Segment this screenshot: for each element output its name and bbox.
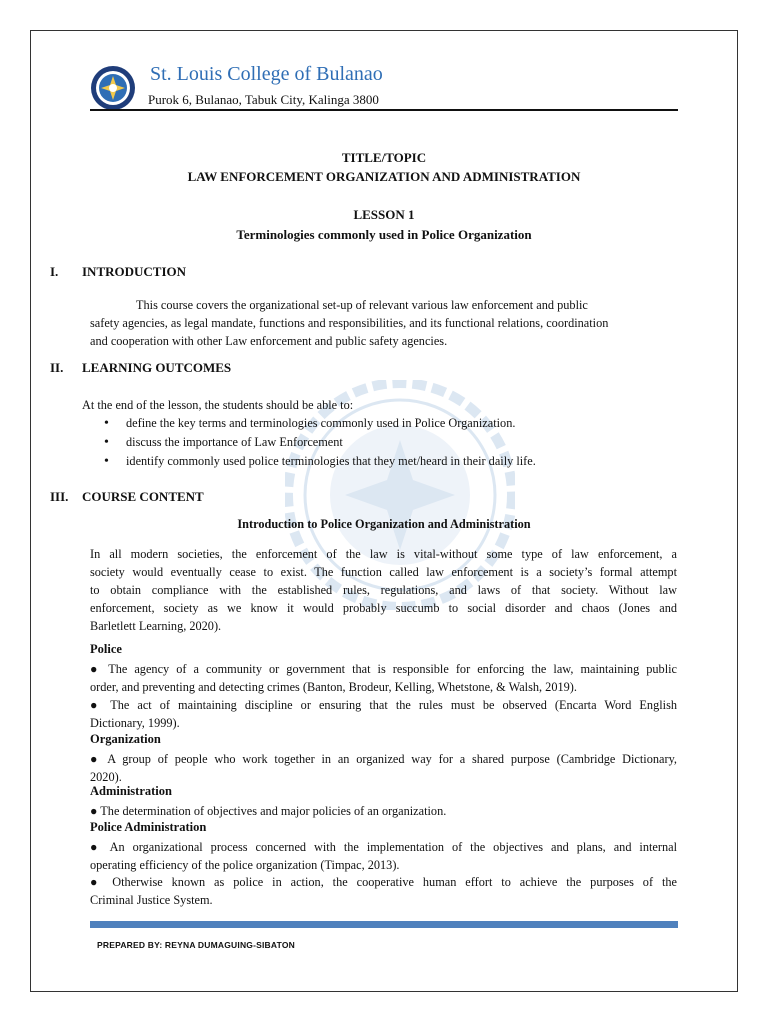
section-title-learning-outcomes: LEARNING OUTCOMES	[82, 360, 232, 375]
term-heading-police-administration: Police Administration	[90, 820, 207, 834]
course-content-paragraph	[90, 545, 677, 635]
list-item: • identify commonly used police terminologies that they met/heard in their daily life.	[100, 452, 536, 471]
term-definition	[90, 802, 677, 820]
college-name: St. Louis College of Bulanao	[150, 63, 383, 85]
course-content-subtitle: Introduction to Police Organization and Administration	[237, 517, 531, 531]
definition-line: operating efficiency of the police organization (Timpac, 2013).	[90, 858, 400, 872]
paragraph-line: In all modern societies, the enforcement of the law is vital-without some type of law enforcement, a	[90, 547, 677, 561]
definition-line: 2020).	[90, 770, 122, 784]
paragraph-line: and cooperation with other Law enforcement and public safety agencies.	[90, 334, 448, 348]
header-divider	[90, 109, 678, 111]
section-number: I.	[50, 264, 59, 279]
introduction-paragraph	[90, 296, 677, 350]
definition-line: ● A group of people who work together in an organized way for a shared purpose (Cambridge Dictionary,	[90, 752, 677, 766]
letterhead	[90, 63, 678, 111]
section-title-introduction: INTRODUCTION	[82, 264, 187, 279]
section-number: III.	[50, 489, 69, 504]
term-heading-police: Police	[90, 642, 122, 656]
definition-line: ● An organizational process concerned with the implementation of the objectives and plans, and internal	[90, 840, 677, 854]
term-definition	[90, 660, 677, 696]
definition-line: ● The agency of a community or government that is responsible for enforcing the law, maintaining public	[90, 662, 677, 676]
term-definition	[90, 696, 677, 732]
definition-line: ● Otherwise known as police in action, the cooperative human effort to achieve the purposes of the	[90, 875, 677, 889]
topic-title: LAW ENFORCEMENT ORGANIZATION AND ADMINISTRATION	[187, 169, 581, 184]
definition-line: Criminal Justice System.	[90, 893, 213, 907]
outcomes-list	[100, 414, 536, 471]
definition-line: ● The act of maintaining discipline or ensuring that the rules must be observed (Encarta Word English	[90, 698, 677, 712]
definition-line: ● The determination of objectives and major policies of an organization.	[90, 804, 447, 818]
outcomes-lead: At the end of the lesson, the students should be able to:	[82, 398, 354, 412]
list-item: • discuss the importance of Law Enforcement	[100, 433, 536, 452]
section-number: II.	[50, 360, 64, 375]
lesson-title: Terminologies commonly used in Police Organization	[236, 227, 532, 242]
prepared-by: PREPARED BY: REYNA DUMAGUING-SIBATON	[97, 940, 295, 950]
term-heading-administration: Administration	[90, 784, 172, 798]
definition-line: order, and preventing and detecting crimes (Banton, Brodeur, Kelling, Whetstone, & Walsh, 2019).	[90, 680, 577, 694]
college-seal-logo	[90, 65, 136, 111]
section-title-course-content: COURSE CONTENT	[82, 489, 204, 504]
definition-line: Dictionary, 1999).	[90, 716, 180, 730]
list-item: • define the key terms and terminologies commonly used in Police Organization.	[100, 414, 536, 433]
term-definition	[90, 873, 677, 909]
paragraph-line: enforcement, society as we know it would probably succumb to social disorder and chaos (Jones and	[90, 601, 677, 615]
college-address: Purok 6, Bulanao, Tabuk City, Kalinga 3800	[148, 92, 379, 107]
term-definition	[90, 750, 677, 786]
footer-bar	[90, 921, 678, 928]
term-heading-organization: Organization	[90, 732, 161, 746]
lesson-number: LESSON 1	[353, 207, 415, 222]
paragraph-line: Barletlett Learning, 2020).	[90, 619, 222, 633]
title-label: TITLE/TOPIC	[341, 150, 427, 165]
paragraph-line: This course covers the organizational set-up of relevant various law enforcement and public	[136, 298, 588, 312]
paragraph-line: safety agencies, as legal mandate, functions and responsibilities, and its functional relations, coordination	[90, 316, 609, 330]
paragraph-line: society would eventually cease to exist. The function called law enforcement is a society’s formal attempt	[90, 565, 677, 579]
paragraph-line: to obtain compliance with the established rules, regulations, and laws of that society. Without law	[90, 583, 677, 597]
term-definition	[90, 838, 677, 874]
